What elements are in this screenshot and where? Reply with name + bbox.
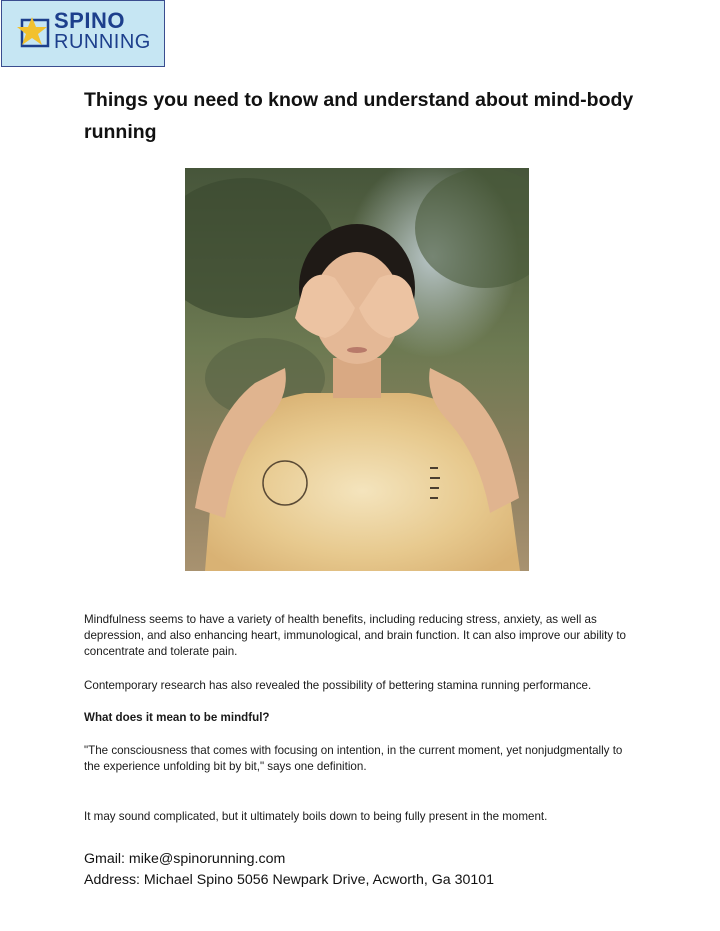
paragraph-present-moment: It may sound complicated, but it ultimately boils down to being fully present in the moment. — [84, 810, 548, 823]
subheading-what-is-mindful: What does it mean to be mindful? — [84, 711, 270, 724]
contact-email: Gmail: mike@spinorunning.com — [84, 851, 286, 867]
star-icon — [16, 15, 52, 51]
woman-covering-eyes-photo — [185, 168, 529, 571]
logo-text-spino: SPINO — [54, 8, 125, 33]
spino-running-logo — [1, 0, 165, 67]
contact-address: Address: Michael Spino 5056 Newpark Drive, Acworth, Ga 30101 — [84, 872, 495, 888]
logo-text-running: RUNNING — [54, 31, 151, 53]
paragraph-mindfulness-benefits: Mindfulness seems to have a variety of health benefits, including reducing stress, anxiety, as well as depression, and also enhancing heart, immunological, and brain function. It can also improve our ability to concentrate and tolerate pain. — [84, 613, 627, 658]
paragraph-definition-quote: "The consciousness that comes with focusing on intention, in the current moment, yet nonjudgmentally to the experience unfolding bit by bit," says one definition. — [84, 744, 623, 773]
article-title: Things you need to know and understand about mind-body running — [84, 89, 634, 143]
paragraph-research: Contemporary research has also revealed the possibility of bettering stamina running performance. — [84, 679, 592, 692]
